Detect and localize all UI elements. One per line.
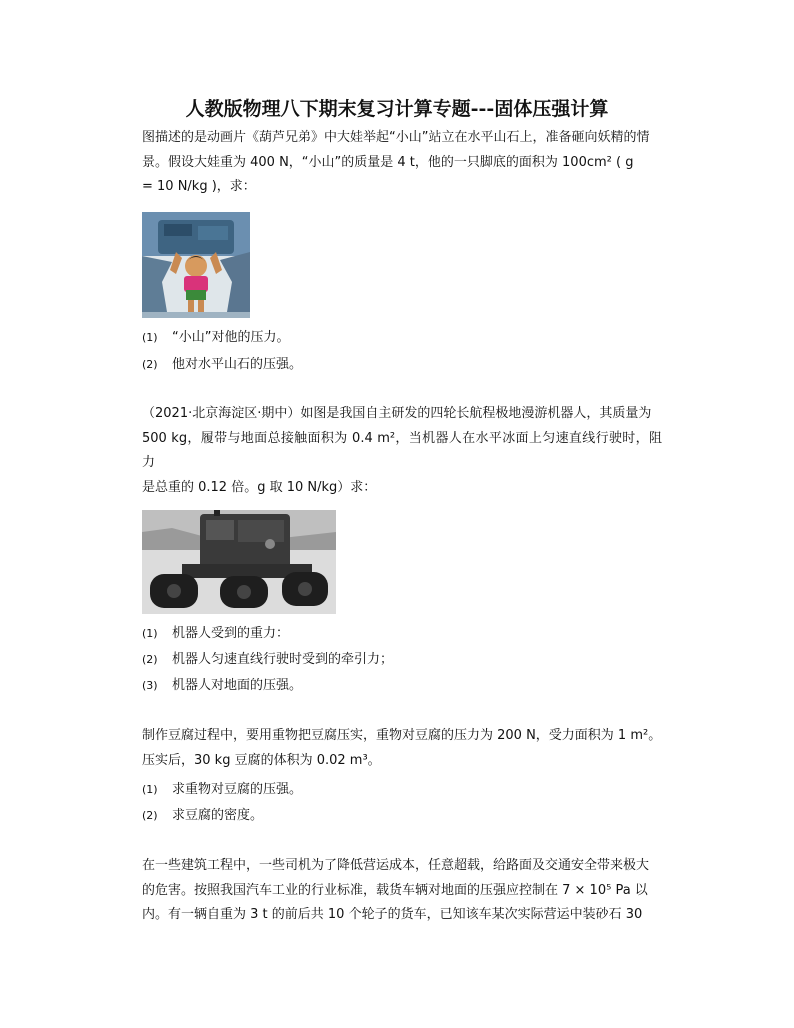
question-1-item-2: [142, 355, 302, 375]
item-text: 求豆腐的密度。: [172, 808, 264, 823]
question-3-text: [142, 724, 662, 773]
item-number: (2): [142, 358, 158, 371]
question-2-item-2: [142, 650, 393, 670]
question-2-item-1: [142, 624, 289, 644]
item-text: 求重物对豆腐的压强。: [172, 782, 303, 797]
item-number: (1): [142, 331, 158, 344]
question-4-line-3: 内。有一辆自重为 3 t 的前后共 10 个轮子的货车，已知该车某次实际营运中装砂石 30: [142, 907, 643, 922]
page-title: 人教版物理八下期末复习计算专题---固体压强计算: [185, 98, 609, 120]
question-1-item-1: [142, 328, 289, 348]
item-number: (3): [142, 679, 158, 692]
question-3-line-1: 制作豆腐过程中，要用重物把豆腐压实，重物对豆腐的压力为 200 N，受力面积为 1 m²。: [142, 728, 662, 743]
item-number: (1): [142, 627, 158, 640]
question-2-line-2: 500 kg，履带与地面总接触面积为 0.4 m²，当机器人在水平冰面上匀速直线行驶时，阻力: [142, 430, 662, 470]
question-1-line-2: 景。假设大娃重为 400 N，“小山”的质量是 4 t，他的一只脚底的面积为 100cm² ( g: [142, 154, 634, 170]
item-number: (2): [142, 653, 158, 666]
question-2-line-3: 是总重的 0.12 倍。g 取 10 N/kg）求：: [142, 479, 377, 495]
item-number: (2): [142, 809, 158, 822]
item-number: (1): [142, 783, 158, 796]
question-3-item-2: [142, 806, 263, 826]
question-1-text: [142, 126, 662, 200]
question-1-line-3: = 10 N/kg )，求：: [142, 179, 256, 194]
question-4-text: [142, 854, 662, 928]
item-text: 机器人对地面的压强。: [172, 678, 303, 693]
question-2-item-3: [142, 676, 302, 696]
question-1-line-1: 图描述的是动画片《葫芦兄弟》中大娃举起“小山”站立在水平山石上，准备砸向妖精的情: [142, 130, 650, 145]
question-3-line-2: 压实后，30 kg 豆腐的体积为 0.02 m³。: [142, 752, 381, 768]
item-text: 机器人受到的重力：: [172, 626, 290, 641]
calabash-brother-lifting-mountain-image: [142, 212, 250, 318]
question-4-line-1: 在一些建筑工程中，一些司机为了降低营运成本，任意超载，给路面及交通安全带来极大: [142, 858, 650, 873]
question-4-line-2: 的危害。按照我国汽车工业的行业标准，载货车辆对地面的压强应控制在 7 × 10⁵ Pa 以: [142, 882, 648, 898]
question-2-line-1: （2021·北京海淀区·期中）如图是我国自主研发的四轮长航程极地漫游机器人，其质量为: [142, 406, 652, 421]
question-3-item-1: [142, 780, 302, 800]
item-text: 机器人匀速直线行驶时受到的牵引力；: [172, 652, 394, 667]
question-2-text: [142, 402, 662, 500]
item-text: “小山”对他的压力。: [172, 330, 290, 345]
item-text: 他对水平山石的压强。: [172, 357, 303, 372]
polar-robot-image: [142, 510, 336, 614]
